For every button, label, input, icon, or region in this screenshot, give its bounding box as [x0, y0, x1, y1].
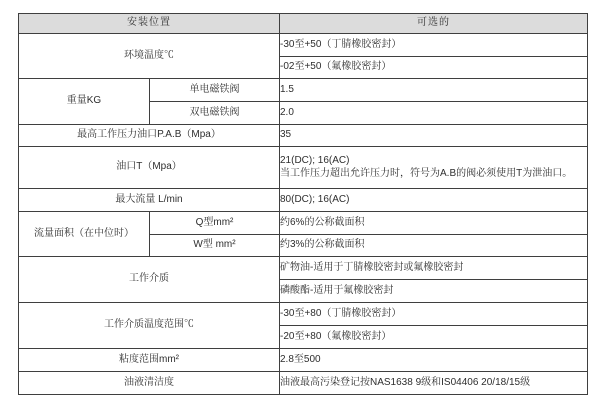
flow-area-w-label: W型 mm²	[150, 235, 280, 257]
double-solenoid-valve-label: 双电磁铁阀	[150, 102, 280, 125]
max-working-pressure-label: 最高工作压力油口P.A.B（Mpa）	[19, 125, 280, 147]
single-solenoid-valve-label: 单电磁铁阀	[150, 79, 280, 102]
flow-area-label: 流量面积（在中位时）	[19, 212, 150, 257]
fluid-temp-fkm-value: -20至+80（氟橡胶密封）	[280, 326, 588, 349]
table-row	[19, 147, 588, 189]
double-solenoid-weight-value: 2.0	[280, 102, 588, 125]
working-fluid-phosphate-ester-value: 磷酸酯-适用于氟橡胶密封	[280, 280, 588, 303]
table-row	[19, 79, 588, 102]
fluid-temp-range-label: 工作介质温度范围℃	[19, 303, 280, 349]
fluid-temp-nbr-value: -30至+80（丁腈橡胶密封）	[280, 303, 588, 326]
table-row	[19, 34, 588, 57]
oil-cleanliness-value: 油液最高污染登记按NAS1638 9级和IS04406 20/18/15级	[280, 372, 588, 395]
viscosity-range-label: 粘度范围mm²	[19, 349, 280, 372]
header-installation-position: 安装位置	[19, 14, 280, 34]
single-solenoid-weight-value: 1.5	[280, 79, 588, 102]
table-row	[19, 257, 588, 280]
ambient-temp-label: 环境温度℃	[19, 34, 280, 79]
ambient-temp-nbr-value: -30至+50（丁腈橡胶密封）	[280, 34, 588, 57]
flow-area-q-label: Q型mm²	[150, 212, 280, 235]
port-t-value-line2: 当工作压力超出允许压力时，符号为A.B的阀必须使用T为泄油口。	[280, 167, 573, 179]
oil-cleanliness-label: 油液清洁度	[19, 372, 280, 395]
port-t-value-line1: 21(DC); 16(AC)	[280, 155, 350, 166]
working-fluid-mineral-oil-value: 矿物油-适用于丁腈橡胶密封或氟橡胶密封	[280, 257, 588, 280]
header-optional: 可选的	[280, 14, 588, 34]
port-t-value	[280, 147, 588, 189]
max-flow-value: 80(DC); 16(AC)	[280, 189, 588, 212]
max-flow-label: 最大流量 L/min	[19, 189, 280, 212]
spec-table	[18, 13, 588, 395]
port-t-label: 油口T（Mpa）	[19, 147, 280, 189]
table-row	[19, 212, 588, 235]
table-row	[19, 349, 588, 372]
table-row	[19, 303, 588, 326]
table-header-row	[19, 14, 588, 34]
flow-area-q-value: 约6%的公称截面积	[280, 212, 588, 235]
table-row	[19, 125, 588, 147]
ambient-temp-fkm-value: -02至+50（氟橡胶密封）	[280, 57, 588, 79]
working-fluid-label: 工作介质	[19, 257, 280, 303]
flow-area-w-value: 约3%的公称截面积	[280, 235, 588, 257]
weight-label: 重量KG	[19, 79, 150, 125]
table-row	[19, 372, 588, 395]
max-working-pressure-value: 35	[280, 125, 588, 147]
viscosity-range-value: 2.8至500	[280, 349, 588, 372]
table-row	[19, 189, 588, 212]
